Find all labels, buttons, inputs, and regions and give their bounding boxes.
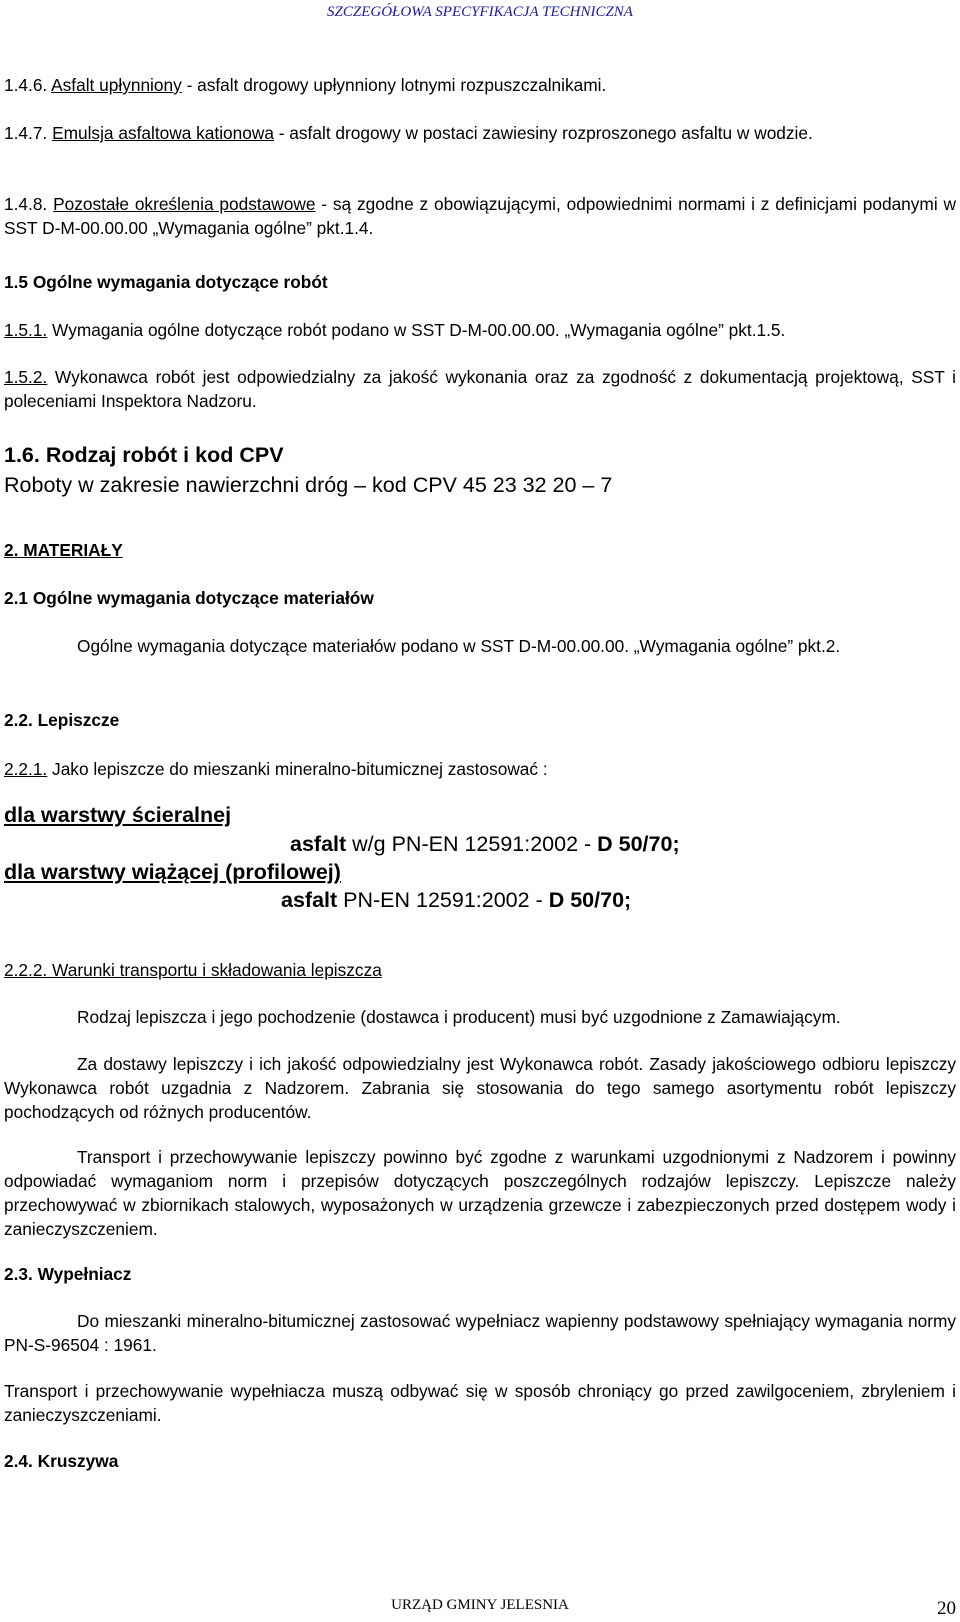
paragraph-text: Wymagania ogólne dotyczące robót podano w SST D-M-00.00.00. „Wymagania ogólne” pkt.1.5. [47,320,786,340]
paragraph-2-2-2-a [4,1005,956,1029]
section-number: 2.2.1. [4,759,48,779]
section-heading-2-2: 2.2. Lepiszcze [4,710,120,730]
binder-type: asfalt [281,888,338,912]
wearing-layer-title: dla warstwy ścieralnej [4,803,232,827]
definition-text: - asfalt drogowy upłynniony lotnymi rozpuszczalnikami. [181,75,607,95]
paragraph-2-3-b: Transport i przechowywanie wypełniacza muszą odbywać się w sposób chroniący go przed zawilgoceniem, zbryleniem i zanieczyszczeniami. [4,1381,956,1425]
page-header: SZCZEGÓŁOWA SPECYFIKACJA TECHNICZNA [327,4,633,20]
paragraph-text: Transport i przechowywanie lepiszczy powinno być zgodne z warunkami uzgodnionymi z Nadzorem i powinny odpowiadać wymaganiom norm i przepisów dotyczących poszczególnych rodzajów lepiszczy. Lepiszcze należy przechowywać w zbiornikach stalowych, wyposażonych w urządzenia grzewcze i zabezpieczonych przed dostępem wody i zanieczyszczeniem. [4,1147,956,1239]
definition-term: Emulsja asfaltowa kationowa [52,123,274,143]
heading-2-2-2 [4,958,956,982]
binding-layer-spec [281,885,631,915]
paragraph-text: Jako lepiszcze do mieszanki mineralno-bitumicznej zastosować : [47,759,548,779]
section-number: 1.5.1. [4,320,48,340]
section-heading-1-6: 1.6. Rodzaj robót i kod CPV [4,443,284,467]
binder-standard: w/g PN-EN 12591:2002 - [346,832,598,856]
paragraph-text: Wykonawca robót jest odpowiedzialny za jakość wykonania oraz za zgodność z dokumentacją projektową, SST i poleceniami Inspektora Nadzoru. [4,367,956,411]
section-heading-2: 2. MATERIAŁY [4,540,123,560]
paragraph-1-5-1 [4,318,956,342]
section-heading-1-5: 1.5 Ogólne wymagania dotyczące robót [4,272,328,292]
paragraph-text: Ogólne wymagania dotyczące materiałów podano w SST D-M-00.00.00. „Wymagania ogólne” pkt.2. [77,636,841,656]
paragraph-2-2-2-c [4,1145,956,1241]
section-number: 1.4.8. [4,194,48,214]
paragraph-2-2-2-b [4,1052,956,1124]
binder-type: asfalt [290,832,347,856]
paragraph-1-5-2 [4,365,956,413]
binding-layer-title: dla warstwy wiążącej (profilowej) [4,860,341,884]
definition-term: Asfalt upłynniony [51,75,182,95]
wearing-layer-spec [290,829,680,859]
paragraph-2-1 [4,634,956,658]
section-heading-2-1: 2.1 Ogólne wymagania dotyczące materiałów [4,588,374,608]
definition-1-4-7 [4,121,956,145]
section-number: 1.4.6. [4,75,48,95]
cpv-code-line: Roboty w zakresie nawierzchni dróg – kod CPV 45 23 32 20 – 7 [4,473,613,497]
paragraph-2-2-1 [4,757,956,781]
definition-term: Pozostałe określenia podstawowe [53,194,316,214]
binder-standard: PN-EN 12591:2002 - [337,888,549,912]
binder-grade: D 50/70; [597,832,680,856]
paragraph-text: Za dostawy lepiszczy i ich jakość odpowiedzialny jest Wykonawca robót. Zasady jakościowego odbioru lepiszczy Wykonawca robót uzgadnia z Nadzorem. Zabrania się stosowania do tego samego asortymentu robót lepiszczy pochodzących od różnych producentów. [4,1054,956,1122]
binder-grade: D 50/70; [548,888,632,912]
section-number: 1.5.2. [4,367,48,387]
page-number: 20 [937,1598,956,1619]
definition-text: - asfalt drogowy w postaci zawiesiny rozproszonego asfaltu w wodzie. [273,123,813,143]
section-heading-2-4: 2.4. Kruszywa [4,1451,119,1471]
paragraph-2-3-a [4,1309,956,1357]
subsection-title: Warunki transportu i składowania lepiszcza [47,960,382,980]
paragraph-text: Do mieszanki mineralno-bitumicznej zastosować wypełniacz wapienny podstawowy spełniający wymagania normy PN-S-96504 : 1961. [4,1311,956,1355]
page-footer: URZĄD GMINY JELESNIA [391,1597,569,1613]
paragraph-text: Rodzaj lepiszcza i jego pochodzenie (dostawca i producent) musi być uzgodnione z Zamawiającym. [77,1007,841,1027]
section-number: 1.4.7. [4,123,48,143]
section-heading-2-3: 2.3. Wypełniacz [4,1264,132,1284]
definition-1-4-6 [4,73,956,97]
definition-1-4-8 [4,192,956,240]
definition-text: - są zgodne z obowiązującymi, odpowiednimi normami i z definicjami podanymi w SST D-M-00.00.00 „Wymagania ogólne” pkt.1.4. [4,194,956,238]
section-number: 2.2.2. [4,960,48,980]
